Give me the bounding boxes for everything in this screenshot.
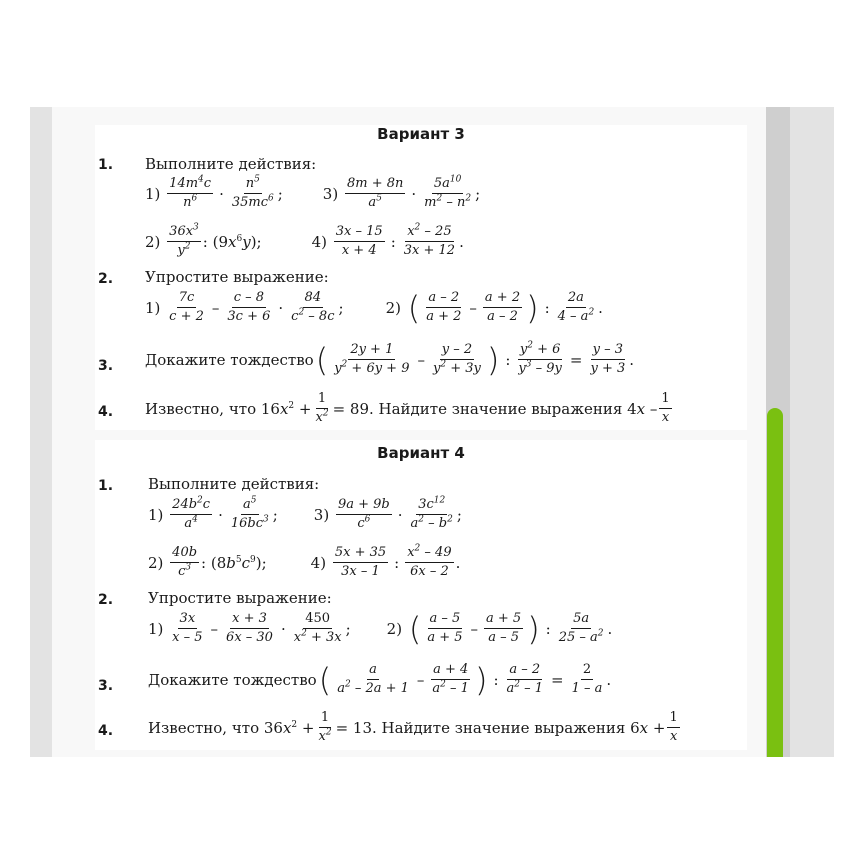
scrollbar-thumb[interactable] [767,408,783,757]
task-2-heading [145,268,329,286]
task-4-statement: Известно, что $36x^2$ + $\frac{1}{x^2}$ = 13. Найдите значение выражения 6x + $\frac{1}{x}$ [148,710,678,744]
task-1-expressions-a: 1) $14m^4c$ $n^6$ · $n^5$ $35mc^6$ ; 3) 8m + 8n $a^5$ · $5a^{10}$ $m^2 - n^2$ ; [145,174,481,210]
task-number: 1. [98,157,114,173]
task-text: Известно, что [145,399,257,418]
task-1-expressions-b: 2) $36x^3$ $y^2$ : $(9x^6y)$; 4) 3x – 15 x + 4 : $x^2 - 25$ 3x + 12 . [145,222,464,258]
task-2-expressions: 1) 7c c + 2 – c – 8 3c + 6 · 84 $c^2 - 8c$ ; 2) ( a – 2 a + 2 – a + 2 a – 2 ) : 2a $4 - a^2$ . [145,288,603,327]
task-1-expressions-b: 2) 40b $c^3$ : $(8b^5c^9)$; 4) 5x + 35 3x – 1 : $x^2 - 49$ 6x – 2 . [148,543,461,579]
task-1-heading [148,475,319,493]
task-text: Упростите выражение: [148,589,332,607]
task-text: = 89. Найдите значение выражения [332,399,623,418]
task-4-statement: Известно, что $16x^2$ + $\frac{1}{x^2}$ = 89. Найдите значение выражения 4x – 1 x [145,391,670,425]
task-number: 2. [98,592,114,608]
task-text: Выполните действия: [145,155,317,173]
task-3-identity: Докажите тождество ( a $a^2 - 2a + 1$ – a + 4 $a^2 - 1$ ) : $\frac{a - 2}{a^2 - 1}$ = $\frac{2}{1 - a}$ . [148,660,612,699]
task-number: 3. [98,358,114,374]
task-2-expressions: 1) 3x x – 5 – x + 3 6x – 30 · 450 $x^2 + 3x$ ; 2) ( a – 5 a + 5 – a + 5 a – 5 ) : 5a $25 - a^2$ . [148,609,613,648]
task-1-heading [145,155,316,173]
task-1-expressions-a: 1) $24b^2c$ $a^4$ · $a^5$ $16bc^3$ ; 3) 9a + 9b $c^6$ · $3c^{12}$ $a^2 - b^2$ ; [148,495,462,531]
task-text: = 13. Найдите значение выражения [335,718,626,737]
variant-title: Вариант 3 [377,125,465,143]
variant-3-card [95,125,747,430]
task-number: 1. [98,478,114,494]
variant-4-card [95,440,747,750]
task-text: Докажите тождество [145,350,314,369]
task-number: 4. [98,723,114,739]
task-number: 4. [98,404,114,420]
task-text: Известно, что [148,718,260,737]
task-2-heading [148,589,332,607]
variant-title: Вариант 4 [377,444,465,462]
task-number: 2. [98,271,114,287]
task-3-identity: Докажите тождество ( 2y + 1 $y^2 + 6y + 9$ – y – 2 $y^2 + 3y$ ) : $\frac{y^2 + 6}{y^3 - 9y}$ = $\frac{y - 3}{y + 3}$ . [145,340,635,379]
task-text: Докажите тождество [148,670,317,689]
task-number: 3. [98,678,114,694]
task-text: Выполните действия: [148,475,320,493]
task-text: Упростите выражение: [145,268,329,286]
